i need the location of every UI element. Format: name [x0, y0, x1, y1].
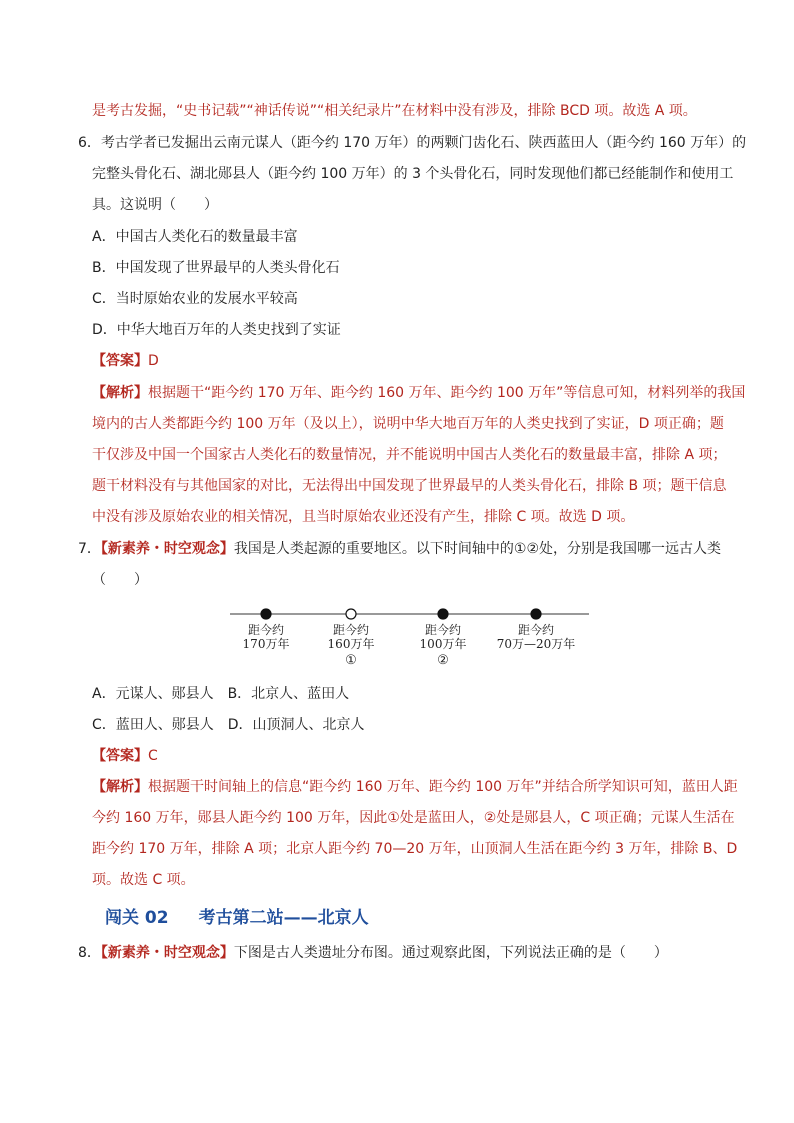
q6-option-a: A．中国古人类化石的数量最丰富	[92, 229, 298, 245]
timeline-label: 距今约	[517, 623, 555, 637]
q6-analysis-line: 境内的古人类都距今约 100 万年（及以上），说明中华大地百万年的人类史找到了实证，D 项正确；题	[92, 416, 724, 432]
q6-analysis-line: 干仅涉及中国一个国家古人类化石的数量情况，并不能说明中国古人类化石的数量最丰富，排除 A 项；	[92, 447, 727, 463]
q8-number: 8．	[78, 945, 101, 961]
question-8	[78, 943, 668, 963]
analysis-label: 【解析】	[92, 779, 148, 795]
q6-analysis-line: 中没有涉及原始农业的相关情况，且当时原始农业还没有产生，排除 C 项。故选 D 项。	[92, 509, 635, 525]
answer-value: C	[148, 748, 158, 764]
q8-tag: 【新素养・时空观念】	[100, 945, 234, 961]
q7-analysis-line: 项。故选 C 项。	[92, 872, 195, 888]
timeline-label: 距今约	[332, 623, 370, 637]
analysis-text: 根据题干时间轴上的信息“距今约 160 万年、距今约 100 万年”并结合所学知识可知，蓝田人距	[148, 779, 738, 795]
timeline-label: 100万年	[419, 637, 467, 651]
q6-stem-line: 完整头骨化石、湖北郧县人（距今约 100 万年）的 3 个头骨化石，同时发现他们都已经能制作和使用工	[92, 166, 734, 182]
q7-tag: 【新素养・时空观念】	[100, 541, 234, 557]
timeline-label: 160万年	[327, 637, 375, 651]
timeline-label: 距今约	[247, 623, 285, 637]
q7-number: 7．	[78, 541, 101, 557]
q8-stem: 下图是古人类遗址分布图。通过观察此图，下列说法正确的是（ ）	[233, 945, 668, 961]
timeline-point	[497, 609, 576, 651]
timeline-figure	[222, 603, 602, 673]
q7-analysis-line: 距今约 170 万年，排除 A 项；北京人距今约 70—20 万年，山顶洞人生活在距今约 3 万年，排除 B、D	[92, 841, 738, 857]
section-heading	[105, 906, 369, 930]
q7-options-line: A．元谋人、郧县人 B．北京人、蓝田人	[92, 686, 350, 702]
timeline-label: 距今约	[424, 623, 462, 637]
timeline-dot	[531, 609, 541, 619]
timeline-dot	[438, 609, 448, 619]
timeline-marker: ①	[345, 653, 357, 668]
q6-option-c: C．当时原始农业的发展水平较高	[92, 291, 298, 307]
q6-option-d: D．中华大地百万年的人类史找到了实证	[92, 322, 341, 338]
carryover-analysis: 是考古发掘，“史书记载”“神话传说”“相关纪录片”在材料中没有涉及，排除 BCD 项。故选 A 项。	[92, 103, 697, 119]
timeline-point	[243, 609, 290, 651]
q6-analysis-line	[92, 383, 745, 403]
timeline-label: 170万年	[242, 637, 290, 651]
timeline-dot	[261, 609, 271, 619]
timeline-point	[420, 609, 467, 668]
section-label: 闯关 02	[105, 908, 169, 928]
timeline-marker: ②	[437, 653, 449, 668]
q7-stem-line	[78, 539, 721, 559]
answer-label: 【答案】	[92, 353, 148, 369]
q7-paren: （ ）	[92, 572, 148, 588]
q7-analysis-line	[92, 777, 738, 797]
q6-stem-line: 具。这说明（ ）	[92, 197, 218, 213]
q7-analysis-line: 今约 160 万年，郧县人距今约 100 万年，因此①处是蓝田人，②处是郧县人，C 项正确；元谋人生活在	[92, 810, 735, 826]
q7-stem: 我国是人类起源的重要地区。以下时间轴中的①②处，分别是我国哪一远古人类	[233, 541, 722, 557]
q6-stem-line: 6．考古学者已发掘出云南元谋人（距今约 170 万年）的两颗门齿化石、陕西蓝田人（距今约 160 万年）的	[78, 135, 747, 151]
answer-label: 【答案】	[92, 748, 148, 764]
answer-value: D	[148, 353, 159, 369]
q6-analysis-line: 题干材料没有与其他国家的对比，无法得出中国发现了世界最早的人类头骨化石，排除 B 项；题干信息	[92, 478, 727, 494]
q7-answer	[92, 746, 158, 766]
analysis-text: 根据题干“距今约 170 万年、距今约 160 万年、距今约 100 万年”等信息可知，材料列举的我国	[148, 385, 746, 401]
analysis-label: 【解析】	[92, 385, 148, 401]
timeline-dot	[346, 609, 356, 619]
timeline-point	[328, 609, 375, 668]
q6-option-b: B．中国发现了世界最早的人类头骨化石	[92, 260, 340, 276]
timeline-label: 70万—20万年	[496, 637, 576, 651]
q6-answer	[92, 351, 159, 371]
section-title: 考古第二站——北京人	[198, 908, 369, 928]
q7-options-line: C．蓝田人、郧县人 D．山顶洞人、北京人	[92, 717, 365, 733]
